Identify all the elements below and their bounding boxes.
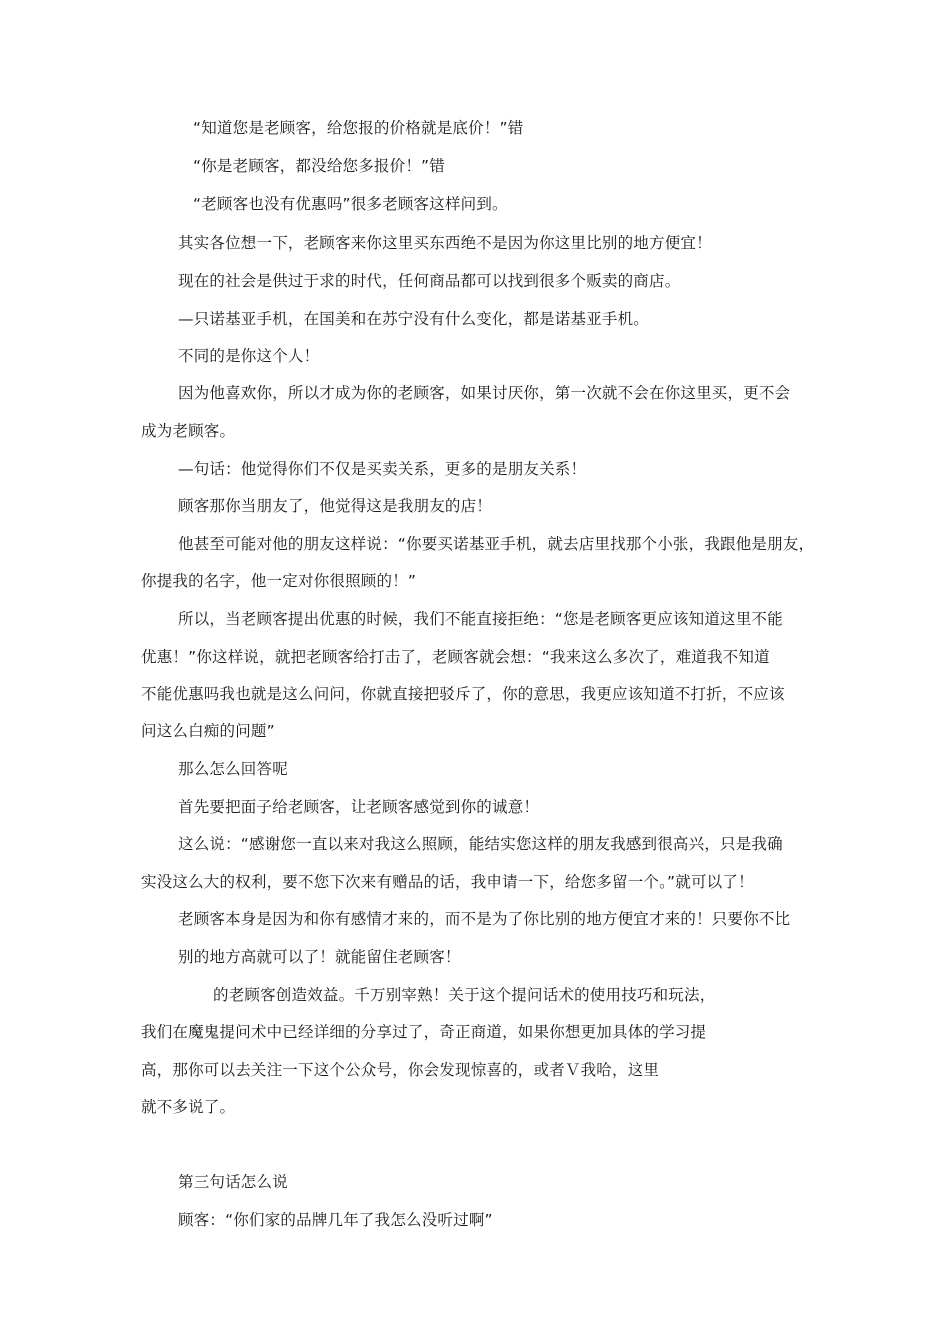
paragraph-line: 顾客：“你们家的品牌几年了我怎么没听过啊” [178,1211,493,1229]
paragraph-line: “老顾客也没有优惠吗”很多老顾客这样问到。 [193,195,508,213]
paragraph-line: 因为他喜欢你，所以才成为你的老顾客，如果讨厌你，第一次就不会在你这里买，更不会 [178,384,791,402]
paragraph-line: 首先要把面子给老顾客，让老顾客感觉到你的诚意！ [178,798,540,816]
paragraph-line: 他甚至可能对他的朋友这样说：“你要买诺基亚手机，就去店里找那个小张，我跟他是朋友， [178,535,815,553]
paragraph-line: —只诺基亚手机，在国美和在苏宁没有什么变化，都是诺基亚手机。 [178,310,650,328]
paragraph-line: 实没这么大的权利，要不您下次来有赠品的话，我申请一下，给您多留一个。”就可以了！ [141,873,754,891]
paragraph-line: 老顾客本身是因为和你有感情才来的，而不是为了你比别的地方便宜才来的！只要你不比 [178,910,791,928]
paragraph-line: 其实各位想一下，老顾客来你这里买东西绝不是因为你这里比别的地方便宜！ [178,234,712,252]
paragraph-line: 就不多说了。 [141,1098,236,1116]
paragraph-line: 那么怎么回答呢 [178,760,288,778]
paragraph-line: 优惠！”你这样说，就把老顾客给打击了，老顾客就会想：“我来这么多次了，难道我不知道 [141,648,770,666]
paragraph-line: 不能优惠吗我也就是这么问问，你就直接把驳斥了，你的意思，我更应该知道不打折，不应该 [141,685,785,703]
paragraph-line: 这么说：“感谢您一直以来对我这么照顾，能结实您这样的朋友我感到很高兴，只是我确 [178,835,783,853]
paragraph-line: 现在的社会是供过于求的时代，任何商品都可以找到很多个贩卖的商店。 [178,272,681,290]
paragraph-line: 所以，当老顾客提出优惠的时候，我们不能直接拒绝：“您是老顾客更应该知道这里不能 [178,610,783,628]
paragraph-line: 你提我的名字，他一定对你很照顾的！” [141,572,417,590]
paragraph-line: 的老顾客创造效益。千万别宰熟！关于这个提问话术的使用技巧和玩法， [213,986,716,1004]
paragraph-line: 高，那你可以去关注一下这个公众号，你会发现惊喜的，或者Ｖ我哈，这里 [141,1061,660,1079]
paragraph-line: 顾客那你当朋友了，他觉得这是我朋友的店！ [178,497,493,515]
paragraph-line: “你是老顾客，都没给您多报价！”错 [193,157,445,175]
paragraph-line: 问这么白痴的问题” [141,722,275,740]
paragraph-line: 成为老顾客。 [141,422,236,440]
paragraph-line: 别的地方高就可以了！就能留住老顾客！ [178,948,461,966]
paragraph-line: 不同的是你这个人！ [178,347,320,365]
paragraph-line: “知道您是老顾客，给您报的价格就是底价！”错 [193,119,524,137]
section-heading: 第三句话怎么说 [178,1173,288,1191]
paragraph-line: —句话：他觉得你们不仅是买卖关系，更多的是朋友关系！ [178,460,587,478]
paragraph-line: 我们在魔鬼提问术中已经详细的分享过了，奇正商道，如果你想更加具体的学习提 [141,1023,707,1041]
